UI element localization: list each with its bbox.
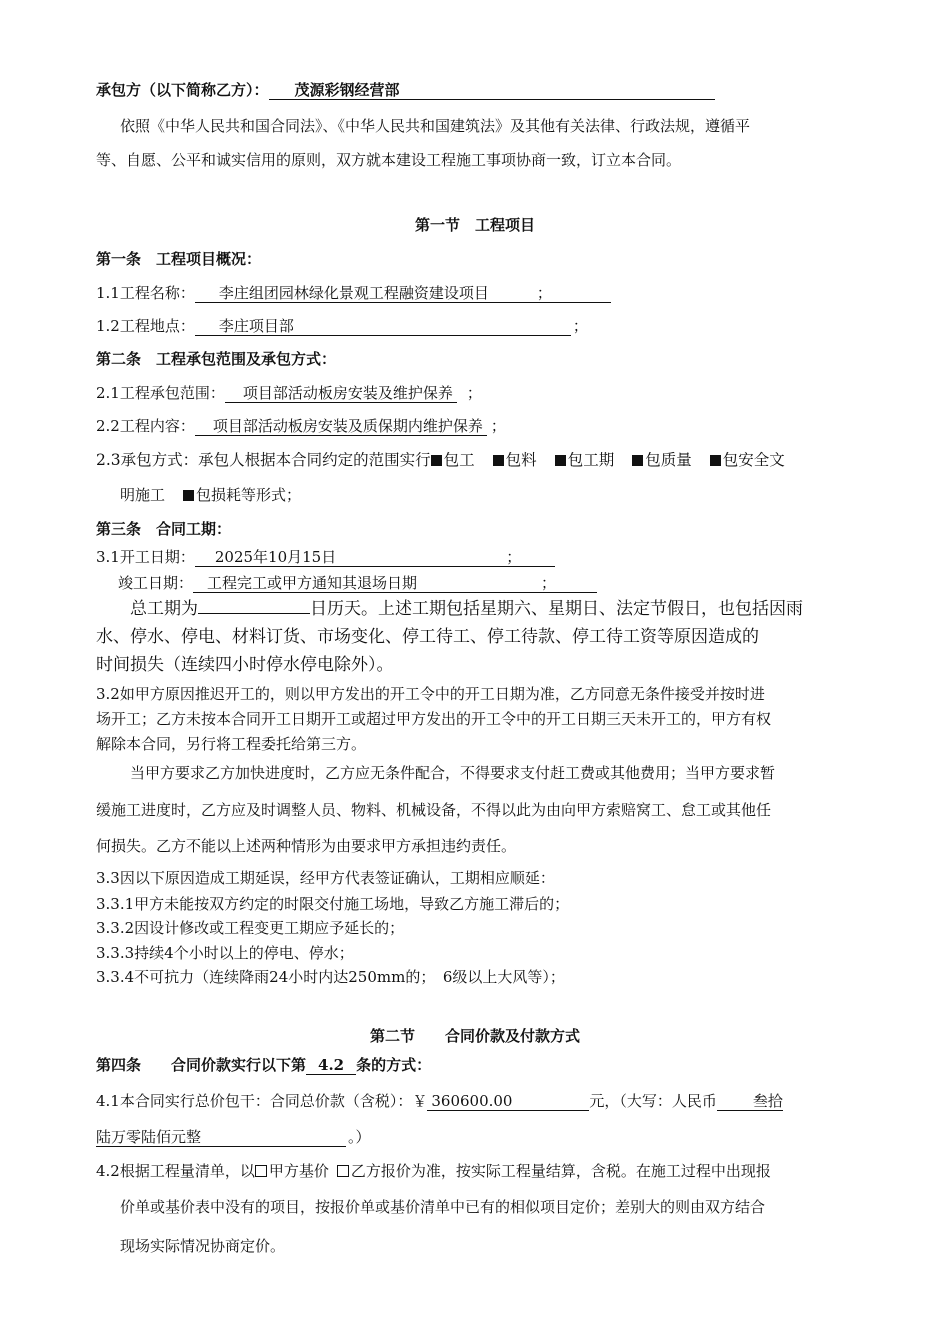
scope-value: 项目部活动板房安装及维护保养 bbox=[225, 384, 457, 403]
checked-box-icon bbox=[183, 490, 194, 501]
checked-box-icon bbox=[710, 455, 721, 466]
clause-3-3-1: 3.3.1甲方未能按双方约定的时限交付施工场地，导致乙方施工滞后的； bbox=[96, 895, 570, 913]
total-days-blank bbox=[198, 613, 310, 614]
checked-box-icon bbox=[555, 455, 566, 466]
intro-line-2: 等、自愿、公平和诚实信用的原则，双方就本建设工程施工事项协商一致，订立本合同。 bbox=[96, 151, 682, 169]
clause-3-3-2: 3.3.2因设计修改或工程变更工期应予延长的； bbox=[96, 919, 405, 937]
clause-4-2-line-1: 4.2根据工程量清单，以 甲方基价 乙方报价为准，按实际工程量结算，含税。在施工过程中出现报 bbox=[96, 1162, 771, 1180]
schedule-adjust-line-3: 何损失。乙方不能以上述两种情形为由要求甲方承担违约责任。 bbox=[96, 837, 517, 855]
content-line: 2.2工程内容： 项目部活动板房安装及质保期内维护保养 ； bbox=[96, 417, 506, 435]
content-value: 项目部活动板房安装及质保期内维护保养 bbox=[195, 417, 487, 436]
clause-4-2-line-2: 价单或基价表中没有的项目，按报价单或基价清单中已有的相似项目定价；差别大的则由双方结合 bbox=[120, 1198, 766, 1216]
clause-3-2-line-3: 解除本合同，另行将工程委托给第三方。 bbox=[96, 735, 367, 753]
total-period-line-3: 时间损失（连续四小时停水停电除外）。 bbox=[96, 655, 394, 675]
start-date-line: 3.1开工日期： 2025年10月15日 ； bbox=[96, 547, 555, 567]
checked-box-icon bbox=[632, 455, 643, 466]
clause-4-2-line-3: 现场实际情况协商定价。 bbox=[120, 1237, 286, 1255]
clause-3-3-4: 3.3.4不可抗力（连续降雨24小时内达250mm的； 6级以上大风等）； bbox=[96, 968, 565, 986]
price-words-part-1: 叁拾 bbox=[717, 1092, 783, 1111]
start-date-value: 2025年10月15日 ； bbox=[195, 548, 555, 567]
party-b-name: 茂源彩钢经营部 bbox=[269, 81, 715, 100]
total-price-value: 360600.00 bbox=[427, 1092, 589, 1111]
total-period-line-2: 水、停水、停电、材料订货、市场变化、停工待工、停工待款、停工待工资等原因造成的 bbox=[96, 627, 759, 647]
clause-4-1-line: 4.1本合同实行总价包干：合同总价款（含税）：￥ 360600.00 元，（大写：人民币 叁拾 bbox=[96, 1092, 783, 1110]
clause-number-value: 4.2 bbox=[306, 1056, 356, 1075]
checked-box-icon bbox=[493, 455, 504, 466]
schedule-adjust-line-1: 当甲方要求乙方加快进度时，乙方应无条件配合，不得要求支付赶工费或其他费用；当甲方要求暂 bbox=[130, 764, 776, 782]
schedule-adjust-line-2: 缓施工进度时，乙方应及时调整人员、物料、机械设备，不得以此为由向甲方索赔窝工、怠工或其他任 bbox=[96, 801, 772, 819]
scope-line: 2.1工程承包范围： 项目部活动板房安装及维护保养 ； bbox=[96, 384, 482, 402]
project-site-value: 李庄项目部 bbox=[195, 317, 571, 336]
party-b-label: 承包方（以下简称乙方）： bbox=[96, 81, 269, 99]
end-date-value: 工程完工或甲方通知其退场日期 ； bbox=[193, 574, 597, 593]
price-words-part-2: 陆万零陆佰元整 bbox=[96, 1128, 346, 1147]
total-period-line: 总工期为 日历天。上述工期包括星期六、星期日、法定节假日，也包括因雨 bbox=[130, 599, 803, 619]
party-b-line bbox=[96, 80, 715, 100]
clause-3-2-line-2: 场开工；乙方未按本合同开工日期开工或超过甲方发出的开工令中的开工日期三天未开工的，甲方有权 bbox=[96, 710, 772, 728]
contract-mode-line-2: 明施工 包损耗等形式； bbox=[120, 486, 302, 504]
checked-box-icon bbox=[431, 455, 442, 466]
section-1-title: 第一节 工程项目 bbox=[414, 216, 535, 234]
unchecked-box-icon bbox=[255, 1165, 267, 1177]
project-site-line: 1.2工程地点： 李庄项目部 ； bbox=[96, 317, 588, 335]
article-3-title: 第三条 合同工期： bbox=[96, 520, 232, 538]
clause-4-1-line-2: 陆万零陆佰元整 。） bbox=[96, 1128, 371, 1146]
intro-line-1: 依照《中华人民共和国合同法》、《中华人民共和国建筑法》及其他有关法律、行政法规，遵循平 bbox=[120, 117, 751, 135]
clause-3-3-3: 3.3.3持续4个小时以上的停电、停水； bbox=[96, 944, 354, 962]
article-1-title: 第一条 工程项目概况： bbox=[96, 250, 262, 268]
article-4-title: 第四条 合同价款实行以下第 4.2 条的方式： bbox=[96, 1056, 432, 1074]
article-2-title: 第二条 工程承包范围及承包方式： bbox=[96, 350, 337, 368]
contract-mode-line: 2.3承包方式：承包人根据本合同约定的范围实行 包工 包料 包工期 包质量 包安全文 bbox=[96, 451, 785, 469]
unchecked-box-icon bbox=[337, 1165, 349, 1177]
end-date-line: 竣工日期： 工程完工或甲方通知其退场日期 ； bbox=[118, 573, 597, 593]
clause-3-2-line-1: 3.2如甲方原因推迟开工的，则以甲方发出的开工令中的开工日期为准，乙方同意无条件接受并按时进 bbox=[96, 685, 765, 703]
section-2-title: 第二节 合同价款及付款方式 bbox=[369, 1027, 580, 1045]
clause-3-3: 3.3因以下原因造成工期延误，经甲方代表签证确认，工期相应顺延： bbox=[96, 869, 555, 887]
project-name-value: 李庄组团园林绿化景观工程融资建设项目 ； bbox=[195, 284, 611, 303]
project-name-line: 1.1工程名称： 李庄组团园林绿化景观工程融资建设项目 ； bbox=[96, 283, 611, 303]
